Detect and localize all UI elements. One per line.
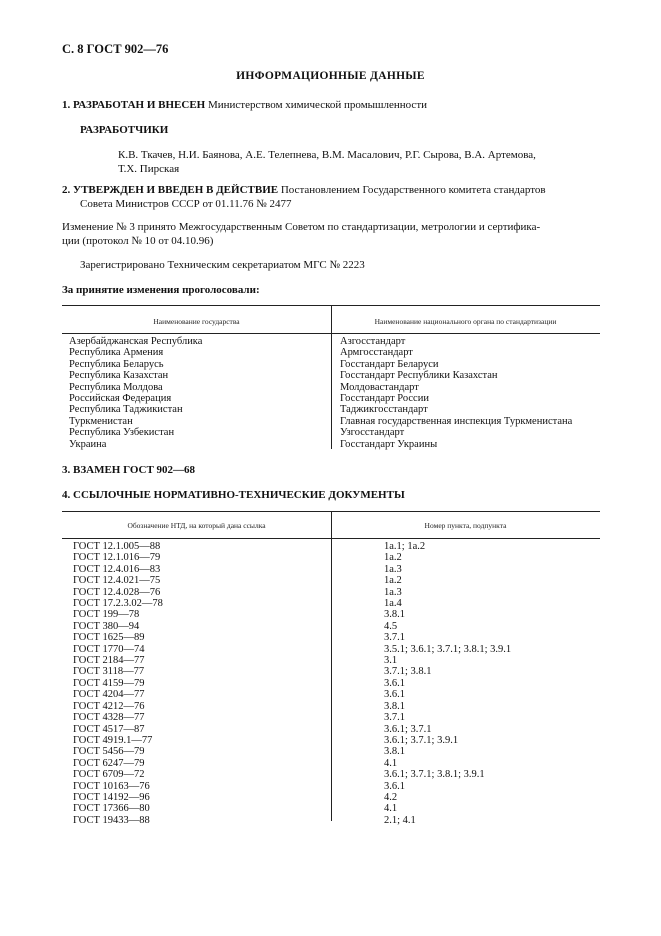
table-cell-body: Госстандарт Украины	[340, 438, 438, 450]
table-cell-document: ГОСТ 5456—79	[73, 746, 145, 758]
table-cell-state: Республика Армения	[69, 347, 164, 359]
references-table-col2-header: Номер пункта, подпункта	[424, 521, 507, 530]
table-cell-document: ГОСТ 10163—76	[73, 780, 150, 792]
table-cell-document: ГОСТ 1770—74	[73, 643, 145, 655]
table-cell-document: ГОСТ 17.2.3.02—78	[73, 598, 163, 610]
table-cell-document: ГОСТ 12.4.016—83	[73, 563, 161, 575]
table-cell-clause: 3.7.1	[384, 712, 405, 724]
table-cell-document: ГОСТ 380—94	[73, 620, 140, 632]
table-cell-clause: 1а.2	[384, 575, 402, 587]
voting-table-col2-header: Наименование национального органа по стандартизации	[374, 317, 557, 326]
item-2-text-line-2: Совета Министров СССР от 01.11.76 № 2477	[80, 198, 292, 210]
item-4: 4. ССЫЛОЧНЫЕ НОРМАТИВНО-ТЕХНИЧЕСКИЕ ДОКУМЕНТЫ	[62, 489, 405, 501]
table-cell-document: ГОСТ 12.4.021—75	[73, 575, 161, 587]
table-cell-body: Госстандарт России	[340, 393, 429, 405]
table-cell-clause: 3.8.1	[384, 700, 405, 712]
table-cell-document: ГОСТ 4159—79	[73, 677, 145, 689]
table-cell-document: ГОСТ 3118—77	[73, 666, 145, 678]
item-1	[62, 98, 427, 112]
voted-heading: За принятие изменения проголосовали:	[62, 284, 260, 296]
table-cell-body: Узгосстандарт	[340, 427, 405, 439]
table-cell-body: Госстандарт Республики Казахстан	[340, 370, 498, 382]
table-cell-document: ГОСТ 4204—77	[73, 689, 145, 701]
table-cell-document: ГОСТ 12.1.016—79	[73, 552, 161, 564]
table-cell-body: Таджикгосстандарт	[340, 404, 428, 416]
table-cell-clause: 4.5	[384, 620, 398, 632]
page-header: С. 8 ГОСТ 902—76	[62, 42, 169, 56]
table-cell-document: ГОСТ 6709—72	[73, 769, 145, 781]
change-line-2: ции (протокол № 10 от 04.10.96)	[62, 235, 214, 247]
item-2-label: 2. УТВЕРЖДЕН И ВВЕДЕН В ДЕЙСТВИЕ	[62, 184, 279, 196]
table-cell-body: Госстандарт Беларуси	[340, 358, 439, 370]
table-cell-body: Армгосстандарт	[340, 347, 413, 359]
table-cell-clause: 3.6.1	[384, 677, 405, 689]
table-cell-state: Украина	[69, 438, 107, 450]
table-cell-clause: 4.1	[384, 757, 398, 769]
table-cell-clause: 3.1	[384, 655, 398, 667]
item-1-text: Министерством химической промышленности	[207, 99, 428, 111]
table-cell-document: ГОСТ 17366—80	[73, 803, 150, 815]
table-cell-state: Азербайджанская Республика	[69, 336, 203, 347]
developers-heading: РАЗРАБОТЧИКИ	[80, 124, 169, 136]
table-cell-document: ГОСТ 4212—76	[73, 700, 145, 712]
item-1-label: 1. РАЗРАБОТАН И ВНЕСЕН	[62, 99, 206, 111]
voting-table-bodies	[340, 336, 572, 450]
table-cell-clause: 1а.4	[384, 598, 402, 610]
table-cell-state: Республика Молдова	[69, 381, 163, 393]
table-cell-clause: 3.6.1	[384, 689, 405, 701]
table-cell-state: Российская Федерация	[69, 393, 172, 405]
table-cell-clause: 3.5.1; 3.6.1; 3.7.1; 3.8.1; 3.9.1	[384, 643, 512, 655]
references-table-col1-header: Обозначение НТД, на который дана ссылка	[127, 521, 266, 530]
developers-line-2: Т.Х. Пирская	[118, 163, 180, 175]
table-cell-state: Республика Таджикистан	[69, 404, 183, 416]
document-title: ИНФОРМАЦИОННЫЕ ДАННЫЕ	[236, 70, 425, 82]
voting-table-divider	[331, 305, 332, 449]
table-cell-state: Республика Казахстан	[69, 370, 169, 382]
references-table-documents	[73, 541, 163, 826]
table-cell-clause: 3.6.1; 3.7.1; 3.9.1	[384, 734, 459, 746]
table-cell-document: ГОСТ 4919.1—77	[73, 734, 153, 746]
table-cell-clause: 1а.3	[384, 586, 402, 598]
table-cell-clause: 3.6.1; 3.7.1; 3.8.1; 3.9.1	[384, 769, 485, 781]
table-cell-state: Туркменистан	[69, 415, 133, 427]
table-cell-clause: 3.8.1	[384, 746, 405, 758]
table-cell-document: ГОСТ 2184—77	[73, 655, 145, 667]
table-cell-document: ГОСТ 14192—96	[73, 791, 150, 803]
references-table-clauses	[384, 541, 511, 826]
table-cell-document: ГОСТ 19433—88	[73, 814, 150, 826]
table-cell-clause: 3.6.1	[384, 780, 405, 792]
table-cell-clause: 3.6.1; 3.7.1	[384, 723, 432, 735]
registered-note: Зарегистрировано Техническим секретариатом МГС № 2223	[80, 259, 365, 271]
table-cell-clause: 4.1	[384, 803, 398, 815]
change-line-1: Изменение № 3 принято Межгосударственным Советом по стандартизации, метрологии и сертифика-	[62, 221, 541, 233]
table-cell-clause: 3.7.1	[384, 632, 405, 644]
table-cell-document: ГОСТ 199—78	[73, 609, 140, 621]
table-cell-state: Республика Узбекистан	[69, 427, 175, 439]
references-table-divider	[331, 511, 332, 821]
table-cell-body: Молдовастандарт	[340, 381, 419, 393]
item-2-text-line-1: Постановлением Государственного комитета стандартов	[280, 184, 546, 196]
table-cell-state: Республика Беларусь	[69, 358, 164, 370]
table-cell-clause: 1а.2	[384, 552, 402, 564]
table-cell-document: ГОСТ 12.1.005—88	[73, 541, 161, 552]
voting-table-states	[69, 336, 202, 450]
table-cell-document: ГОСТ 4328—77	[73, 712, 145, 724]
table-cell-document: ГОСТ 12.4.028—76	[73, 586, 161, 598]
table-cell-clause: 3.7.1; 3.8.1	[384, 666, 432, 678]
table-cell-clause: 2.1; 4.1	[384, 814, 416, 826]
developers-line-1: К.В. Ткачев, Н.И. Баянова, А.Е. Телепнева, В.М. Масалович, Р.Г. Сырова, В.А. Артемова,	[118, 149, 536, 161]
table-cell-body: Азгосстандарт	[340, 336, 406, 347]
table-cell-body: Главная государственная инспекция Туркменистана	[340, 415, 573, 427]
table-cell-document: ГОСТ 4517—87	[73, 723, 145, 735]
table-cell-clause: 3.8.1	[384, 609, 405, 621]
table-cell-clause: 4.2	[384, 791, 398, 803]
item-2	[62, 183, 546, 197]
table-cell-document: ГОСТ 1625—89	[73, 632, 145, 644]
table-cell-document: ГОСТ 6247—79	[73, 757, 145, 769]
voting-table-col1-header: Наименование государства	[153, 317, 240, 326]
item-3: 3. ВЗАМЕН ГОСТ 902—68	[62, 464, 196, 476]
table-cell-clause: 1а.1; 1а.2	[384, 541, 426, 552]
table-cell-clause: 1а.3	[384, 563, 402, 575]
